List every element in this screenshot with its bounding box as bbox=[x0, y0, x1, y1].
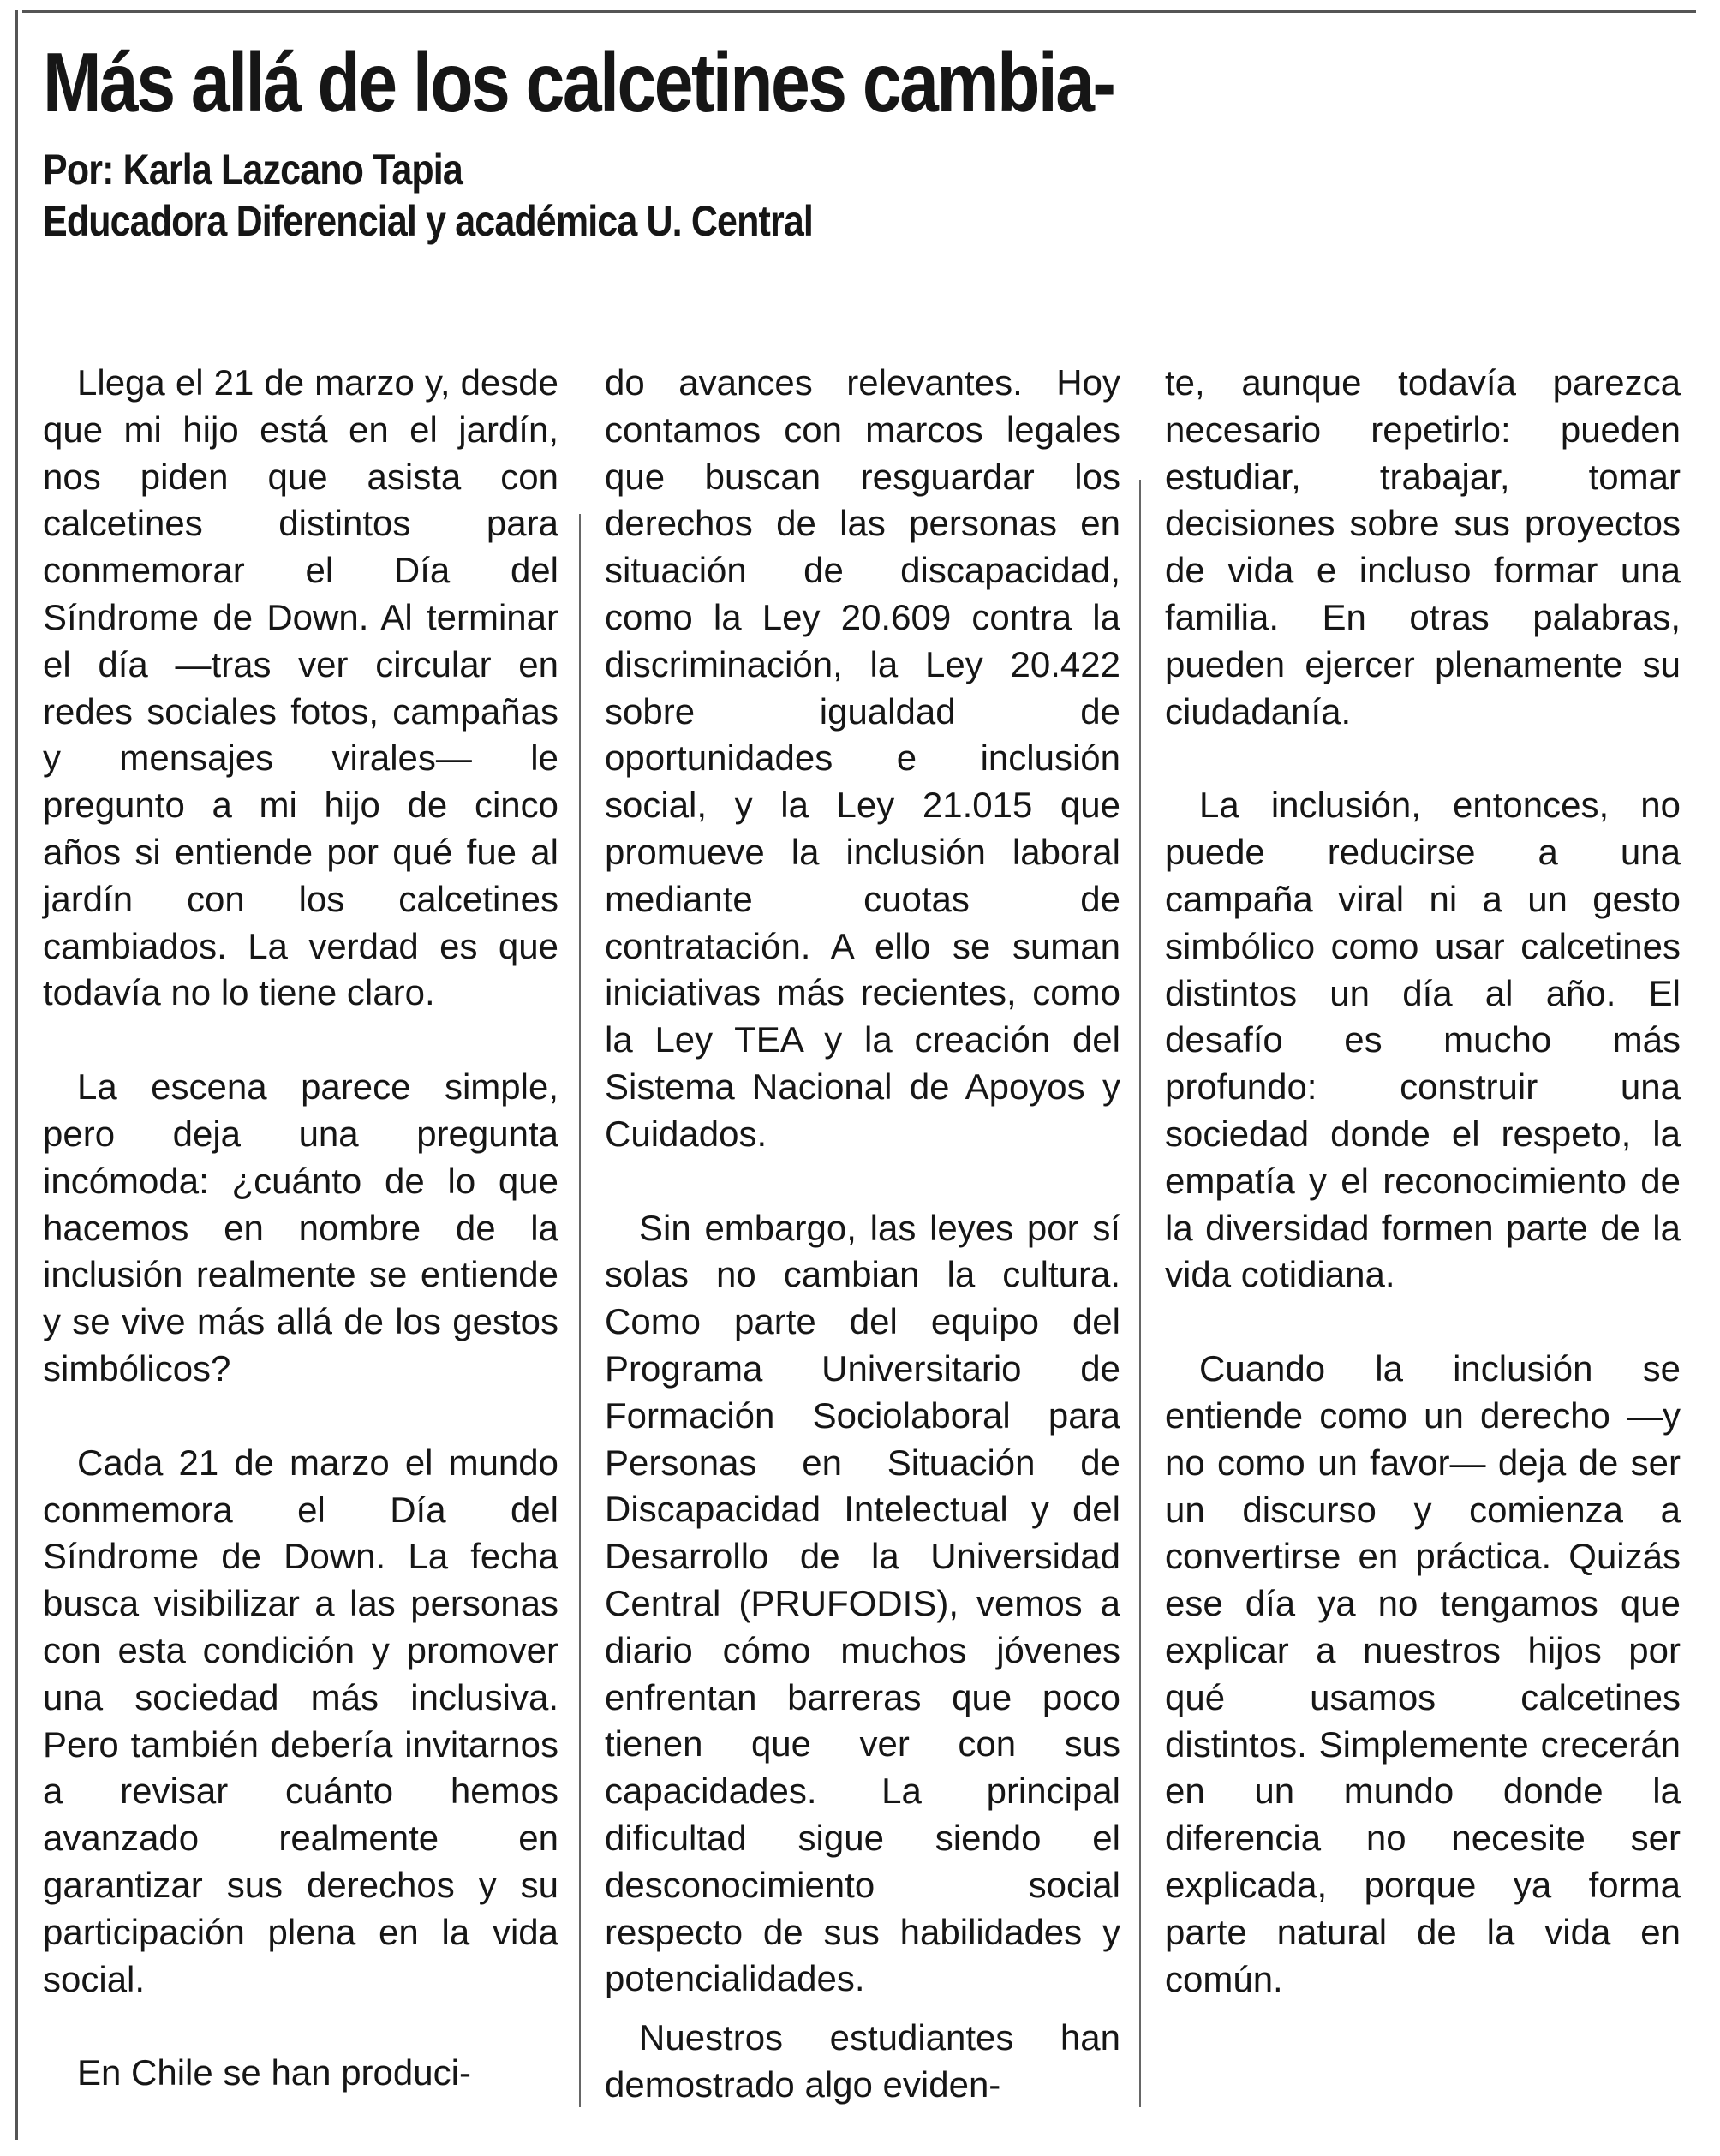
paragraph: do avances relevantes. Hoy contamos con marcos legales que buscan resguardar los derechos de las personas en situación de discapacidad, como la Ley 20.609 contra la discriminación, la Ley 20.422 sobre igualdad de oportunidades e inclusión social, y la Ley 21.015 que promueve la inclusión laboral mediante cuotas de contratación. A ello se suman iniciativas más recientes, como la Ley TEA y la creación del Sistema Nacional de Apoyos y Cuidados. bbox=[605, 362, 1120, 1154]
paragraph: En Chile se han produci- bbox=[77, 2052, 471, 2093]
paragraph: Cuando la inclusión se entiende como un derecho —y no como un favor— deja de ser un discurso y comienza a convertirse en práctica. Quizás ese día ya no tengamos que explicar a nuestros hijos por qué usamos calcetines distintos. Simplemente crecerán en un mundo donde la diferencia no necesite ser explicada, porque ya forma parte natural de la vida en común. bbox=[1165, 1348, 1681, 1999]
paragraph: Cada 21 de marzo el mundo conmemora el Día del Síndrome de Down. La fecha busca visibilizar a las personas con esta condición y promover una sociedad más inclusiva. Pero también debería invitarnos a revisar cuánto hemos avanzado realmente en garantizar sus derechos y su participación plena en la vida social. bbox=[43, 1442, 558, 1999]
byline-author: Por: Karla Lazcano Tapia bbox=[43, 146, 463, 194]
paragraph: La inclusión, entonces, no puede reducirse a una campaña viral ni a un gesto simbólico como usar calcetines distintos un día al año. El desafío es mucho más profundo: construir una sociedad donde el respeto, la empatía y el reconocimiento de la diversidad formen parte de la vida cotidiana. bbox=[1165, 785, 1681, 1295]
article-headline: Más allá de los calcetines cambia- bbox=[43, 35, 1114, 129]
paragraph: Llega el 21 de marzo y, desde que mi hijo está en el jardín, nos piden que asista con calcetines distintos para conmemorar el Día del Síndrome de Down. Al terminar el día —tras ver circular en redes sociales fotos, campañas y mensajes virales— le pregunto a mi hijo de cinco años si entiende por qué fue al jardín con los calcetines cambiados. La verdad es que todavía no lo tiene claro. bbox=[43, 362, 558, 1013]
column-divider bbox=[579, 514, 581, 2107]
byline bbox=[43, 144, 813, 247]
paragraph: te, aunque todavía parezca necesario repetirlo: pueden estudiar, trabajar, tomar decisiones sobre sus proyectos de vida e incluso formar una familia. En otras palabras, pueden ejercer plenamente su ciudadanía. bbox=[1165, 362, 1681, 732]
top-rule bbox=[22, 10, 1696, 13]
byline-role: Educadora Diferencial y académica U. Central bbox=[43, 197, 813, 245]
paragraph: Sin embargo, las leyes por sí solas no cambian la cultura. Como parte del equipo del Programa Universitario de Formación Sociolaboral para Personas en Situación de Discapacidad Intelectual y del Desarrollo de la Universidad Central (PRUFODIS), vemos a diario cómo muchos jóvenes enfrentan barreras que poco tienen que ver con sus capacidades. La principal dificultad sigue siendo el desconocimiento social respecto de sus habilidades y potencialidades. bbox=[605, 1207, 1120, 1999]
article-column-2 bbox=[605, 360, 1120, 2156]
column-divider bbox=[1139, 480, 1141, 2107]
paragraph: Nuestros estudiantes han demostrado algo eviden- bbox=[605, 2017, 1120, 2105]
left-rule bbox=[15, 10, 18, 2140]
article-column-3 bbox=[1165, 360, 1681, 2050]
article-column-1 bbox=[43, 360, 558, 2144]
paragraph: La escena parece simple, pero deja una pregunta incómoda: ¿cuánto de lo que hacemos en nombre de la inclusión realmente se entiende y se vive más allá de los gestos simbólicos? bbox=[43, 1066, 558, 1389]
